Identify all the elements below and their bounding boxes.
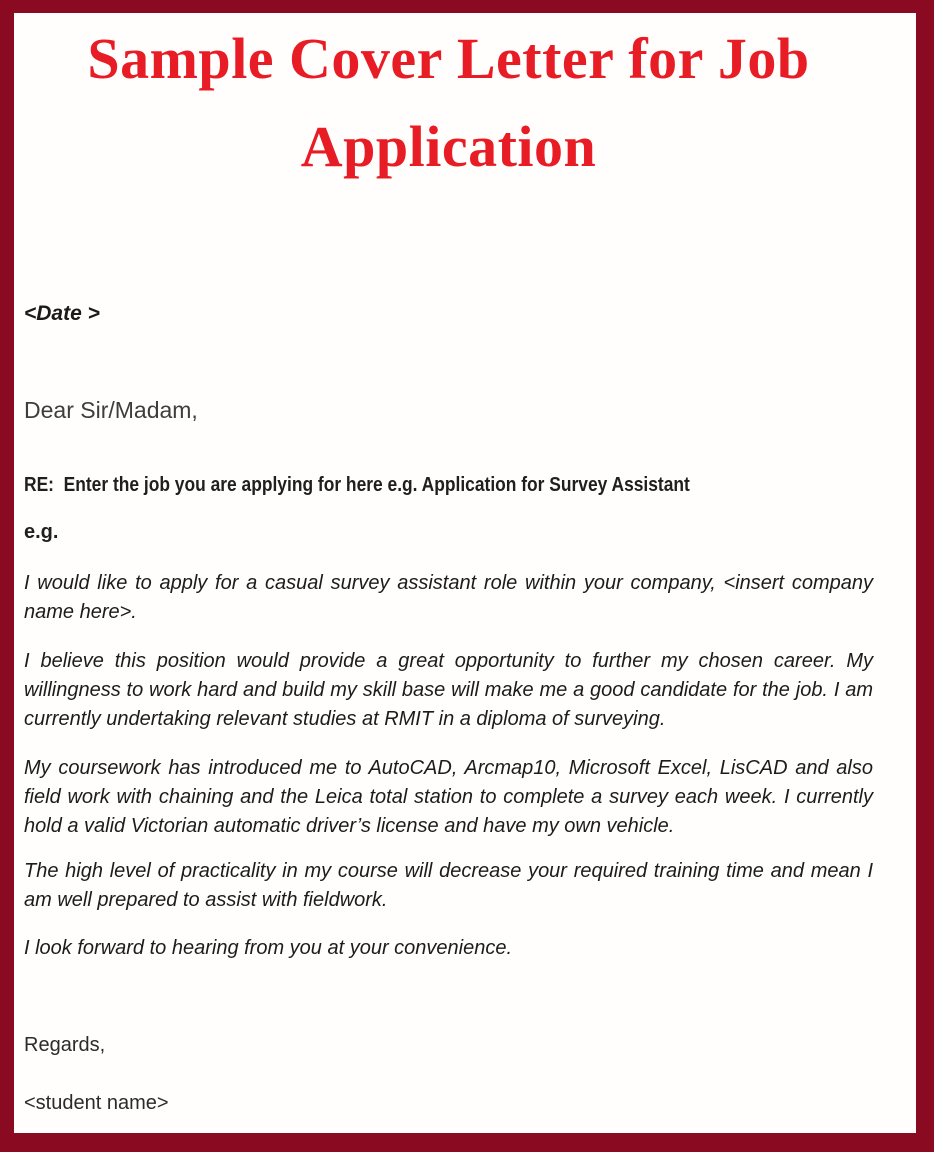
title-line-2: Application [300, 114, 597, 179]
closing-paragraph: I look forward to hearing from you at your convenience. [24, 937, 513, 959]
body-paragraph: I believe this position would provide a great opportunity to further my chosen career. My willingness to work hard and build my skill base will make me a good candidate for the job. I am currently undertaking relevant studies at RMIT in a diploma of surveying. [24, 650, 873, 730]
closing: Regards, [24, 1034, 106, 1056]
letter-content [14, 15, 916, 1135]
body-paragraph: My coursework has introduced me to AutoCAD, Arcmap10, Microsoft Excel, LisCAD and also field work with chaining and the Leica total station to complete a survey each week. I currently hold a valid Victorian automatic driver’s license and have my own vehicle. [24, 757, 873, 837]
date-placeholder: <Date > [24, 302, 100, 325]
subject-line: RE: Enter the job you are applying for here e.g. Application for Survey Assistant [24, 474, 690, 496]
body-paragraph: I would like to apply for a casual survey assistant role within your company, <insert company name here>. [24, 572, 873, 623]
title-line-1: Sample Cover Letter for Job [87, 26, 810, 91]
eg-label: e.g. [24, 521, 59, 543]
salutation: Dear Sir/Madam, [24, 397, 198, 423]
signature-placeholder: <student name> [24, 1092, 169, 1114]
page-title [24, 15, 873, 191]
body-paragraph: The high level of practicality in my course will decrease your required training time and mean I am well prepared to assist with fieldwork. [24, 860, 873, 911]
